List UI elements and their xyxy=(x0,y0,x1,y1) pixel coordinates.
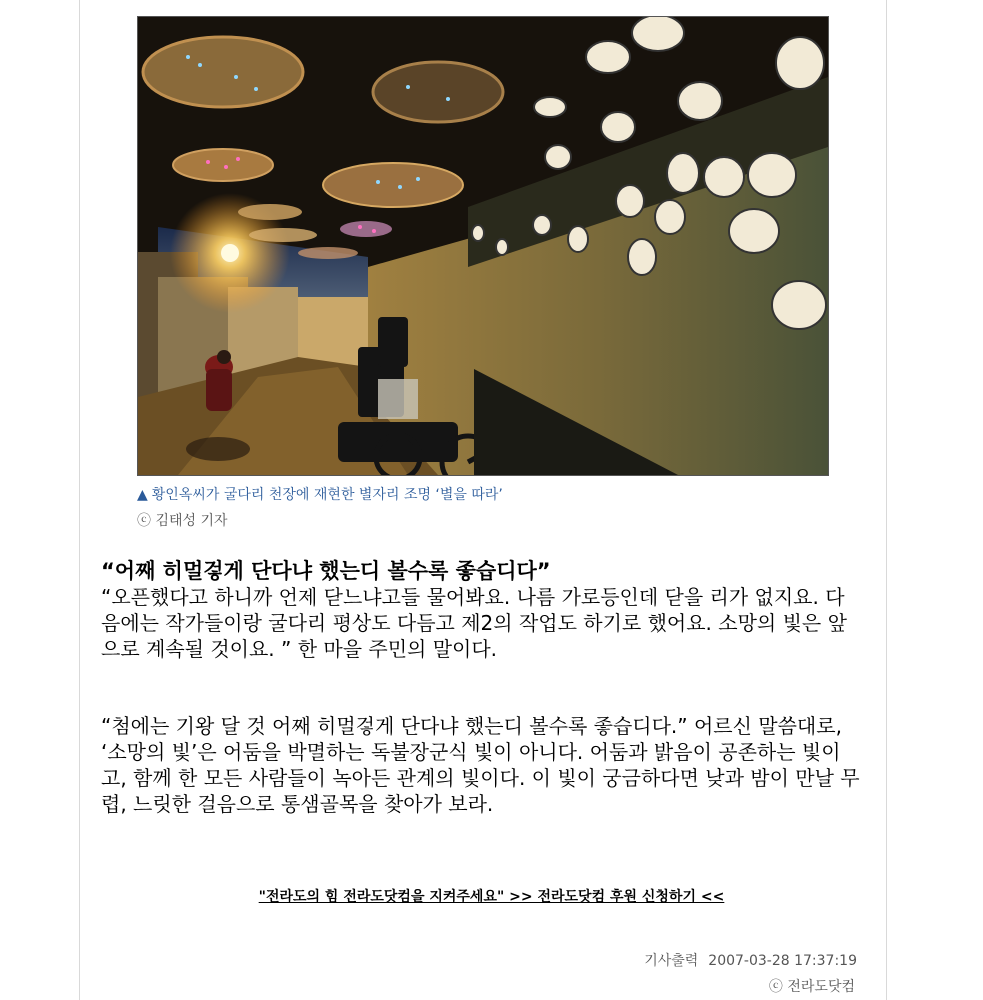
article-subheading: “어째 히멀겋게 단다냐 했는디 볼수록 좋습디다” xyxy=(101,559,551,583)
caption-marker: ▲ xyxy=(137,487,148,503)
page-border-right xyxy=(886,0,887,1000)
print-row xyxy=(644,950,857,970)
donation-link[interactable]: "전라도의 힘 전라도닷컴을 지켜주세요" >> 전라도닷컴 후원 신청하기 << xyxy=(258,889,725,905)
caption-text: 황인옥씨가 굴다리 천장에 재현한 별자리 조명 ‘별을 따라’ xyxy=(151,487,503,503)
article-paragraph-2: “첨에는 기왕 달 것 어째 히멀겋게 단다냐 했는디 볼수록 좋습디다.” 어르신 말씀대로, ‘소망의 빛’은 어둠을 박멸하는 독불장군식 빛이 아니다. 어둠과 밝음이 공존하는 빛이고, 함께 한 모든 사람들이 녹아든 관계의 빛이다. 이 빛이 궁금하다면 낮과 밤이 만날 무렵, 느릿한 걸음으로 통샘골목을 찾아가 보라. xyxy=(101,714,860,816)
page-border-left xyxy=(79,0,80,1000)
print-article-link[interactable]: 기사출력 xyxy=(644,953,699,969)
article-datetime: 2007-03-28 17:37:19 xyxy=(708,953,857,969)
article-photo xyxy=(137,16,829,476)
photo-caption xyxy=(137,484,503,504)
photo-credit: ⓒ 김태성 기자 xyxy=(137,513,228,529)
article-paragraph-1: “오픈했다고 하니까 언제 닫느냐고들 물어봐요. 나름 가로등인데 닫을 리가 없지요. 다음에는 작가들이랑 굴다리 평상도 다듬고 제2의 작업도 하기로 했어요. 소망의 빛은 앞으로 계속될 것이요. ” 한 마을 주민의 말이다. xyxy=(101,585,847,661)
copyright-notice: ⓒ 전라도닷컴 xyxy=(768,979,855,995)
